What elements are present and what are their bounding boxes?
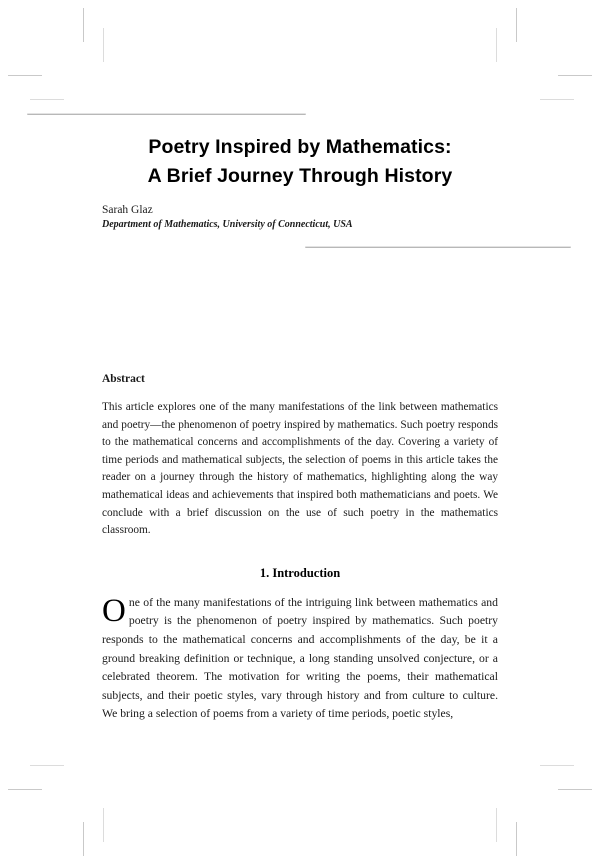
author-name: Sarah Glaz	[102, 204, 153, 216]
crop-mark-bottom-left-horizontal	[8, 789, 42, 790]
crop-mark-top-right-horizontal-inner	[540, 99, 574, 100]
crop-mark-top-left-vertical	[83, 8, 84, 42]
crop-mark-top-right-vertical-inner	[496, 28, 497, 62]
page-title	[0, 133, 600, 191]
introduction-text: ne of the many manifestations of the intriguing link between mathematics and poetry is the phenomenon of poetry inspired by mathematics. Such poetry responds to the mathematical concerns and accomplishments of the day, be it a ground breaking definition or technique, a long standing unsolved conjecture, or a celebrated theorem. The motivation for writing the poems, their mathematical subjects, and their poetic styles, vary through history and from culture to culture. We bring a selection of poems from a variety of time periods, poetic styles,	[102, 595, 498, 721]
section-heading-introduction: 1. Introduction	[259, 565, 341, 580]
crop-mark-bottom-right-vertical-inner	[496, 808, 497, 842]
crop-mark-bottom-right-horizontal	[558, 789, 592, 790]
crop-mark-top-left-horizontal-inner	[30, 99, 64, 100]
abstract-text: This article explores one of the many manifestations of the link between mathematics and poetry—the phenomenon of poetry inspired by mathematics. Such poetry responds to the mathematical concerns and accomplishments of the day. Covering a variety of time periods and mathematical subjects, the selection of poems in this article takes the reader on a journey through the history of mathematics, highlighting along the way mathematical ideas and achievements that inspired both mathematicians and poets. We conclude with a brief discussion on the use of such poetry in the mathematics classroom.	[102, 401, 498, 537]
title-rule-lower	[305, 246, 571, 248]
crop-mark-bottom-left-vertical-inner	[103, 808, 104, 842]
title-rule-upper	[27, 113, 306, 115]
crop-mark-bottom-left-vertical	[83, 822, 84, 856]
crop-mark-bottom-left-horizontal-inner	[30, 765, 64, 766]
drop-cap: O	[102, 592, 126, 629]
abstract-heading: Abstract	[102, 373, 145, 385]
crop-mark-bottom-right-vertical	[516, 822, 517, 856]
introduction-paragraph	[102, 594, 498, 724]
crop-mark-bottom-right-horizontal-inner	[540, 765, 574, 766]
author-affiliation: Department of Mathematics, University of Connecticut, USA	[102, 219, 353, 230]
text-column	[102, 372, 498, 724]
crop-mark-top-right-vertical	[516, 8, 517, 42]
crop-mark-top-left-horizontal	[8, 75, 42, 76]
crop-mark-top-left-vertical-inner	[103, 28, 104, 62]
author-block	[102, 203, 502, 232]
title-line-1: Poetry Inspired by Mathematics:	[148, 136, 452, 158]
title-line-2: A Brief Journey Through History	[147, 165, 453, 187]
crop-mark-top-right-horizontal	[558, 75, 592, 76]
